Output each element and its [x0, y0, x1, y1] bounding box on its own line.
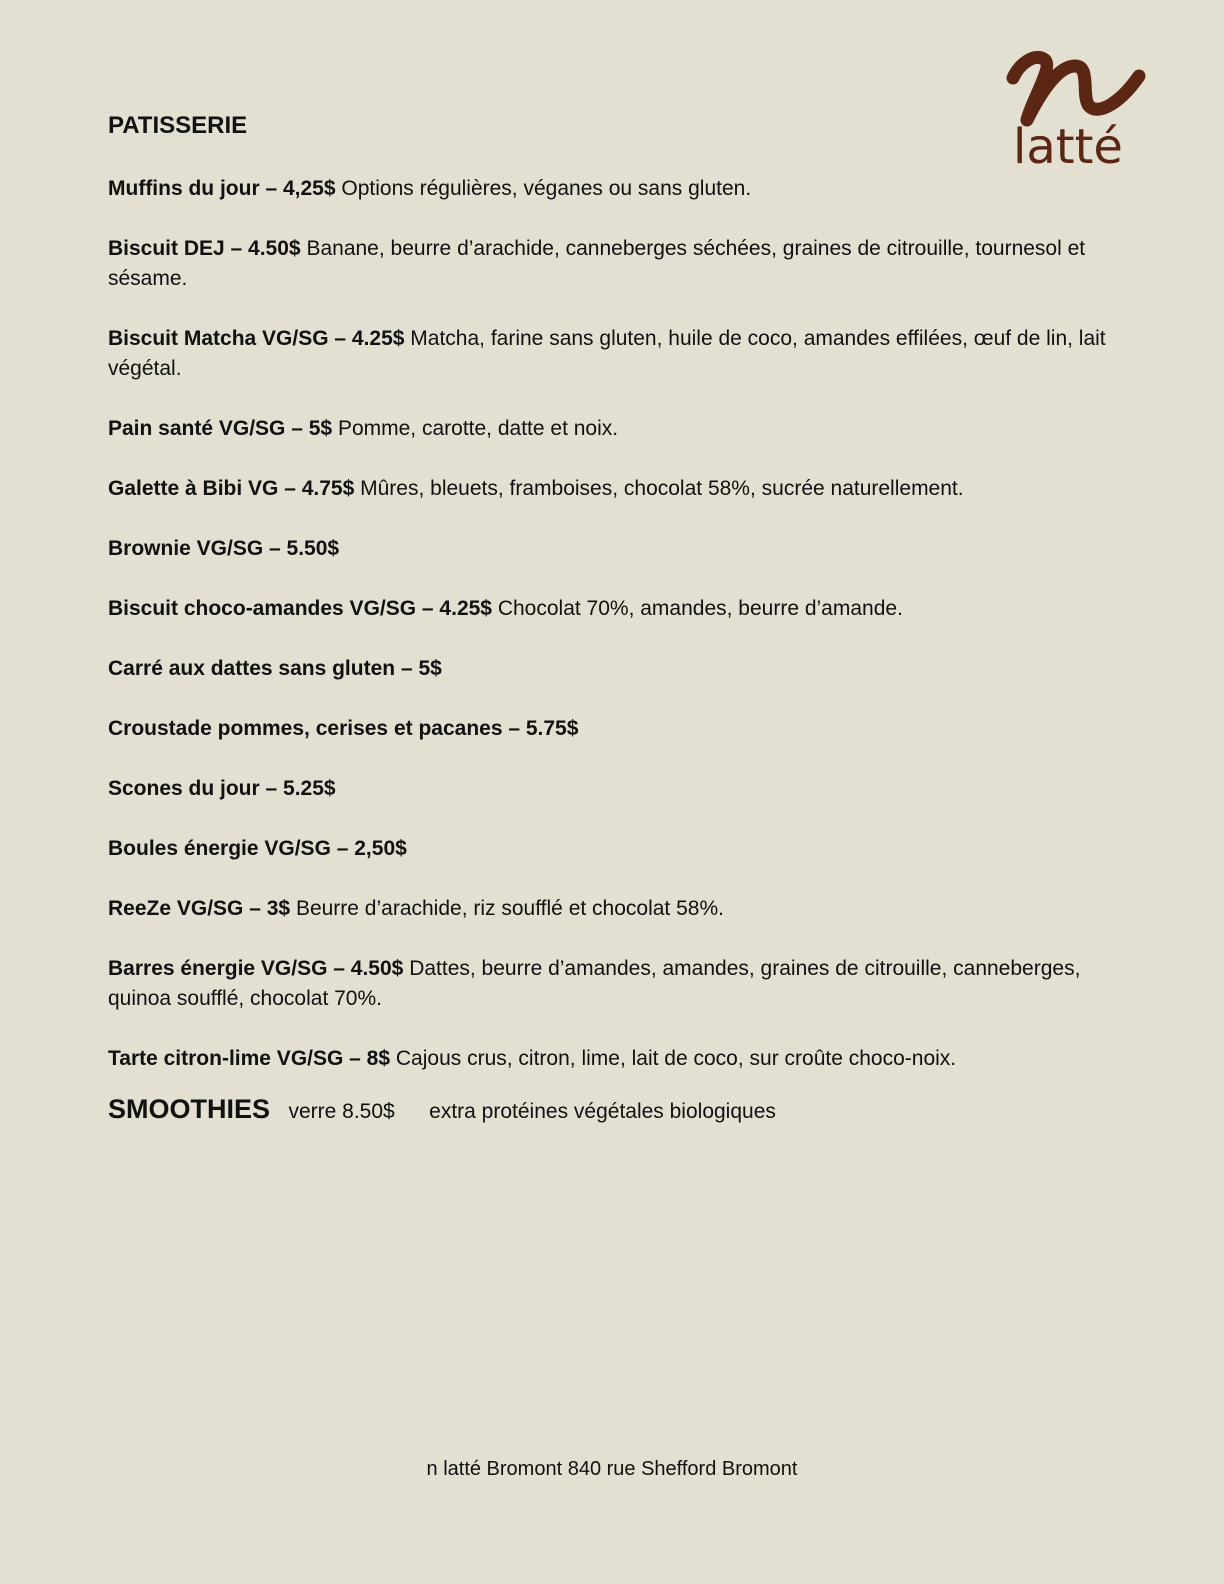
menu-item-name: Biscuit DEJ – 4.50$ — [108, 237, 301, 260]
menu-item-name: Barres énergie VG/SG – 4.50$ — [108, 957, 404, 980]
menu-item-description: Dattes, beurre d’amandes, amandes, graines de citrouille, canneberges, quinoa soufflé, chocolat 70%. — [108, 957, 1081, 1010]
menu-item-description: Chocolat 70%, amandes, beurre d’amande. — [497, 597, 903, 620]
menu-item-name: Boules énergie VG/SG – 2,50$ — [108, 837, 407, 860]
brand-logo — [1005, 40, 1155, 175]
menu-item — [108, 834, 1128, 864]
menu-item — [108, 324, 1128, 384]
menu-item-name: Carré aux dattes sans gluten – 5$ — [108, 657, 442, 680]
menu-item-description: Matcha, farine sans gluten, huile de coco, amandes effilées, œuf de lin, lait végétal. — [108, 327, 1106, 380]
footer-address: n latté Bromont 840 rue Shefford Bromont — [426, 1458, 798, 1480]
menu-item — [108, 954, 1128, 1014]
menu-item-name: Biscuit choco-amandes VG/SG – 4.25$ — [108, 597, 492, 620]
menu-item-name: Brownie VG/SG – 5.50$ — [108, 537, 340, 560]
menu-item — [108, 234, 1128, 294]
menu-item — [108, 534, 1128, 564]
logo-wordmark: latté — [1013, 119, 1123, 175]
menu-item-description: Beurre d’arachide, riz soufflé et chocolat 58%. — [295, 897, 724, 920]
menu-item — [108, 774, 1128, 804]
menu-item-name: Scones du jour – 5.25$ — [108, 777, 336, 800]
menu-item — [108, 894, 1128, 924]
menu-item — [108, 414, 1128, 444]
n-swirl-icon — [1005, 40, 1155, 130]
menu-item-name: Biscuit Matcha VG/SG – 4.25$ — [108, 327, 405, 350]
menu-item-name: ReeZe VG/SG – 3$ — [108, 897, 291, 920]
menu-list — [108, 174, 1128, 1104]
menu-item-description: Pomme, carotte, datte et noix. — [337, 417, 619, 440]
section-title: PATISSERIE — [108, 112, 248, 139]
menu-item — [108, 1044, 1128, 1074]
menu-item-description: Banane, beurre d’arachide, canneberges séchées, graines de citrouille, tournesol et sésame. — [108, 237, 1086, 290]
menu-item-name: Galette à Bibi VG – 4.75$ — [108, 477, 355, 500]
menu-item — [108, 654, 1128, 684]
menu-item-description: Options régulières, véganes ou sans gluten. — [341, 177, 752, 200]
menu-item-description: Cajous crus, citron, lime, lait de coco, sur croûte choco-noix. — [395, 1047, 957, 1070]
smoothies-line — [108, 1094, 1128, 1125]
smoothies-price: verre 8.50$ — [288, 1100, 395, 1123]
menu-item — [108, 594, 1128, 624]
menu-item — [108, 474, 1128, 504]
menu-item — [108, 174, 1128, 204]
menu-item-name: Croustade pommes, cerises et pacanes – 5.75$ — [108, 717, 579, 740]
smoothies-extra: extra protéines végétales biologiques — [429, 1100, 776, 1123]
menu-item-name: Muffins du jour – 4,25$ — [108, 177, 336, 200]
smoothies-title: SMOOTHIES — [108, 1094, 271, 1124]
menu-item-description: Mûres, bleuets, framboises, chocolat 58%, sucrée naturellement. — [360, 477, 964, 500]
menu-item-name: Tarte citron-lime VG/SG – 8$ — [108, 1047, 391, 1070]
menu-item-name: Pain santé VG/SG – 5$ — [108, 417, 333, 440]
menu-item — [108, 714, 1128, 744]
